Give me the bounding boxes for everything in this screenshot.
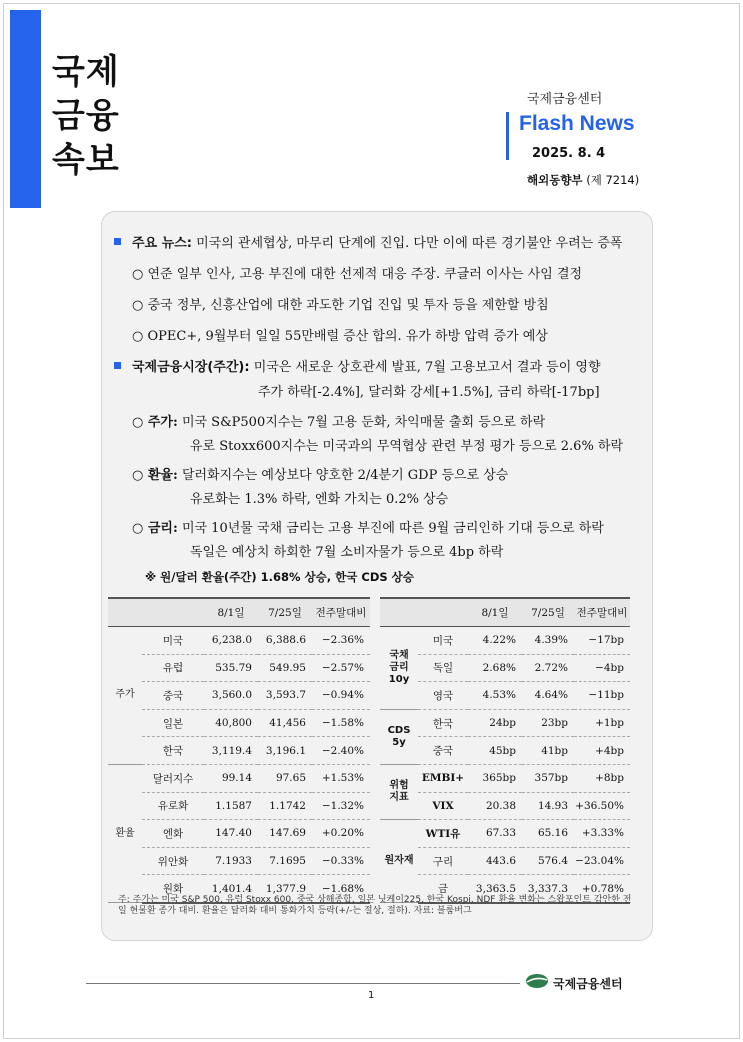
stock-text: 미국 S&P500지수는 7월 고용 둔화, 차익매물 출회 등으로 하락 [181, 415, 546, 430]
organization-name: 국제금융센터 [527, 92, 603, 107]
stock-label: ○ 주가: [132, 415, 178, 430]
table-cell: 7.1695 [258, 847, 312, 875]
table-cell: 1.1742 [258, 792, 312, 820]
table-cell: 99.14 [204, 764, 258, 792]
row-label: 유로화 [142, 792, 204, 820]
table-cell: 4.39% [522, 627, 574, 655]
page-number: 1 [368, 990, 375, 1001]
table-cell: 4.22% [468, 627, 522, 655]
table-row [380, 627, 630, 655]
stock-headline [132, 411, 545, 430]
table-row [108, 709, 370, 737]
row-group-label: 국채 금리 10y [380, 627, 418, 710]
table-row [380, 847, 630, 875]
table-cell: 23bp [522, 709, 574, 737]
row-group-label: 환율 [108, 764, 142, 902]
table-cell: 3,560.0 [204, 682, 258, 710]
header-cell [418, 598, 468, 627]
row-label: 영국 [418, 682, 468, 710]
rate-headline [132, 517, 604, 536]
rate-detail: 독일은 예상치 하회한 7월 소비자물가 등으로 4bp 하락 [190, 545, 504, 560]
table-cell: 443.6 [468, 847, 522, 875]
department-line [527, 172, 639, 188]
row-label: 유럽 [142, 654, 204, 682]
header-cell [142, 598, 204, 627]
table-cell: +4bp [574, 737, 630, 765]
table-cell: 576.4 [522, 847, 574, 875]
footer-logo-text: 국제금융센터 [553, 977, 623, 991]
row-label: VIX [418, 792, 468, 820]
table-row [380, 737, 630, 765]
row-label: 독일 [418, 654, 468, 682]
title-line-1: 국제 [52, 52, 120, 92]
source-note: 주: 주가는 미국 S&P 500, 유럽 Stoxx 600, 중국 상해종합, 일본 닛케이225, 한국 Kospi. NDF 환율 변화는 스왑포인트 감안한 전일 현물환 종가 대비. 환율은 달러화 대비 통화가치 등락(+/-는 절상, 절하). 자료: 블룸버그 [118, 895, 632, 916]
table-cell: 14.93 [522, 792, 574, 820]
news-item-1: ○ 연준 일부 인사, 고용 부진에 대한 선제적 대응 주장. 쿠글러 이사는 사임 결정 [132, 267, 583, 282]
table-cell: −2.40% [312, 737, 370, 765]
row-label: 중국 [142, 682, 204, 710]
row-label: 금 [418, 875, 468, 903]
fx-text: 달러화지수는 예상보다 양호한 2/4분기 GDP 등으로 상승 [181, 468, 509, 483]
row-group-label: 위험 지표 [380, 764, 418, 819]
header-cell: 전주말대비 [574, 598, 630, 627]
footer-divider [86, 983, 520, 984]
table-cell: +3.33% [574, 820, 630, 848]
row-label: 원화 [142, 875, 204, 903]
issue-date: 2025. 8. 4 [532, 146, 606, 161]
row-label: 구리 [418, 847, 468, 875]
table-cell: 3,337.3 [522, 875, 574, 903]
table-cell: 535.79 [204, 654, 258, 682]
table-cell: 147.69 [258, 820, 312, 848]
table-row [108, 792, 370, 820]
row-label: 한국 [418, 709, 468, 737]
table-row [380, 654, 630, 682]
table-cell: 1,377.9 [258, 875, 312, 903]
header-cell [108, 598, 142, 627]
table-cell: +1bp [574, 709, 630, 737]
header-cell: 8/1일 [468, 598, 522, 627]
table-cell: 4.64% [522, 682, 574, 710]
table-cell: −0.33% [312, 847, 370, 875]
left-table-body [108, 627, 370, 903]
row-label: 위안화 [142, 847, 204, 875]
table-cell: −2.36% [312, 627, 370, 655]
table-cell: 45bp [468, 737, 522, 765]
table-cell: 6,238.0 [204, 627, 258, 655]
table-cell: 7.1933 [204, 847, 258, 875]
table-cell: −1.68% [312, 875, 370, 903]
table-cell: −1.58% [312, 709, 370, 737]
news-text: 미국의 관세협상, 마무리 단계에 진입. 다만 이에 따른 경기불안 우려는 증폭 [196, 236, 623, 251]
bullet-square-icon [114, 362, 121, 369]
table-cell: 3,593.7 [258, 682, 312, 710]
table-cell: 549.95 [258, 654, 312, 682]
fx-headline [132, 464, 508, 483]
table-cell: −2.57% [312, 654, 370, 682]
header-cell: 7/25일 [258, 598, 312, 627]
right-table-header [380, 598, 630, 627]
table-cell: 2.68% [468, 654, 522, 682]
table-row [108, 627, 370, 655]
news-headline [132, 232, 622, 251]
right-table-body [380, 627, 630, 903]
table-cell: +8bp [574, 764, 630, 792]
table-cell: 40,800 [204, 709, 258, 737]
left-table-header [108, 598, 370, 627]
row-label: 엔화 [142, 820, 204, 848]
table-cell: +0.20% [312, 820, 370, 848]
table-row [108, 820, 370, 848]
fx-detail: 유로화는 1.3% 하락, 엔화 가치는 0.2% 상승 [190, 492, 449, 507]
right-market-table [380, 597, 630, 904]
table-cell: −1.32% [312, 792, 370, 820]
table-cell: 357bp [522, 764, 574, 792]
row-group-label: 주가 [108, 627, 142, 765]
fx-note: ※ 원/달러 환율(주간) 1.68% 상승, 한국 CDS 상승 [145, 570, 414, 584]
table-cell: 365bp [468, 764, 522, 792]
stock-detail: 유로 Stoxx600지수는 미국과의 무역협상 관련 부정 평가 등으로 2.6% 하락 [190, 439, 624, 454]
table-cell: 3,196.1 [258, 737, 312, 765]
row-label: 미국 [418, 627, 468, 655]
table-row [380, 792, 630, 820]
rate-text: 미국 10년물 국채 금리는 고용 부진에 따른 9월 금리인하 기대 등으로 하락 [181, 521, 604, 536]
row-label: EMBI+ [418, 764, 468, 792]
table-cell: 1,401.4 [204, 875, 258, 903]
table-cell: −11bp [574, 682, 630, 710]
table-cell: 147.40 [204, 820, 258, 848]
row-label: 달러지수 [142, 764, 204, 792]
table-cell: 20.38 [468, 792, 522, 820]
title-accent-bar [10, 10, 41, 208]
table-row [380, 820, 630, 848]
issue-number: (제 7214) [586, 173, 640, 187]
table-cell: 4.53% [468, 682, 522, 710]
news-item-3: ○ OPEC+, 9월부터 일일 55만배럴 증산 합의. 유가 하방 압력 증가 예상 [132, 329, 548, 344]
table-cell: 97.65 [258, 764, 312, 792]
market-summary: 주가 하락[-2.4%], 달러화 강세[+1.5%], 금리 하락[-17bp] [258, 385, 600, 400]
table-cell: 41bp [522, 737, 574, 765]
table-cell: −23.04% [574, 847, 630, 875]
table-cell: 6,388.6 [258, 627, 312, 655]
header-cell: 7/25일 [522, 598, 574, 627]
row-label: WTI유 [418, 820, 468, 848]
table-row [380, 709, 630, 737]
table-cell: 24bp [468, 709, 522, 737]
fx-label: ○ 환율: [132, 468, 178, 483]
bullet-square-icon [114, 238, 121, 245]
header-cell [380, 598, 418, 627]
table-cell: 1.1587 [204, 792, 258, 820]
table-cell: 41,456 [258, 709, 312, 737]
table-cell: 3,363.5 [468, 875, 522, 903]
table-row [108, 682, 370, 710]
table-cell: 3,119.4 [204, 737, 258, 765]
header-cell: 8/1일 [204, 598, 258, 627]
table-cell: 65.16 [522, 820, 574, 848]
table-row [380, 764, 630, 792]
row-label: 미국 [142, 627, 204, 655]
row-label: 한국 [142, 737, 204, 765]
table-cell: 67.33 [468, 820, 522, 848]
kcif-logo-icon [525, 972, 549, 990]
table-row [108, 847, 370, 875]
table-cell: +36.50% [574, 792, 630, 820]
title-line-3: 속보 [52, 140, 120, 180]
table-row [380, 682, 630, 710]
header-cell: 전주말대비 [312, 598, 370, 627]
table-cell: −17bp [574, 627, 630, 655]
rate-label: ○ 금리: [132, 521, 178, 536]
news-item-2: ○ 중국 정부, 신흥산업에 대한 과도한 기업 진입 및 투자 등을 제한할 방침 [132, 298, 549, 313]
left-market-table [108, 597, 370, 904]
flash-news-label: Flash News [519, 112, 635, 135]
table-row [108, 764, 370, 792]
table-cell: +0.78% [574, 875, 630, 903]
table-cell: 2.72% [522, 654, 574, 682]
news-label: 주요 뉴스: [132, 236, 192, 251]
market-text: 미국은 새로운 상호관세 발표, 7월 고용보고서 결과 등이 영향 [253, 360, 601, 375]
table-cell: +1.53% [312, 764, 370, 792]
market-label: 국제금융시장(주간): [132, 360, 250, 375]
title-line-2: 금융 [52, 96, 120, 136]
row-label: 일본 [142, 709, 204, 737]
table-cell: −4bp [574, 654, 630, 682]
row-group-label: 원자재 [380, 820, 418, 903]
market-headline [132, 356, 601, 375]
table-cell: −0.94% [312, 682, 370, 710]
table-row [108, 737, 370, 765]
row-label: 중국 [418, 737, 468, 765]
department-name: 해외동향부 [527, 173, 583, 187]
table-row [108, 654, 370, 682]
row-group-label: CDS 5y [380, 709, 418, 764]
